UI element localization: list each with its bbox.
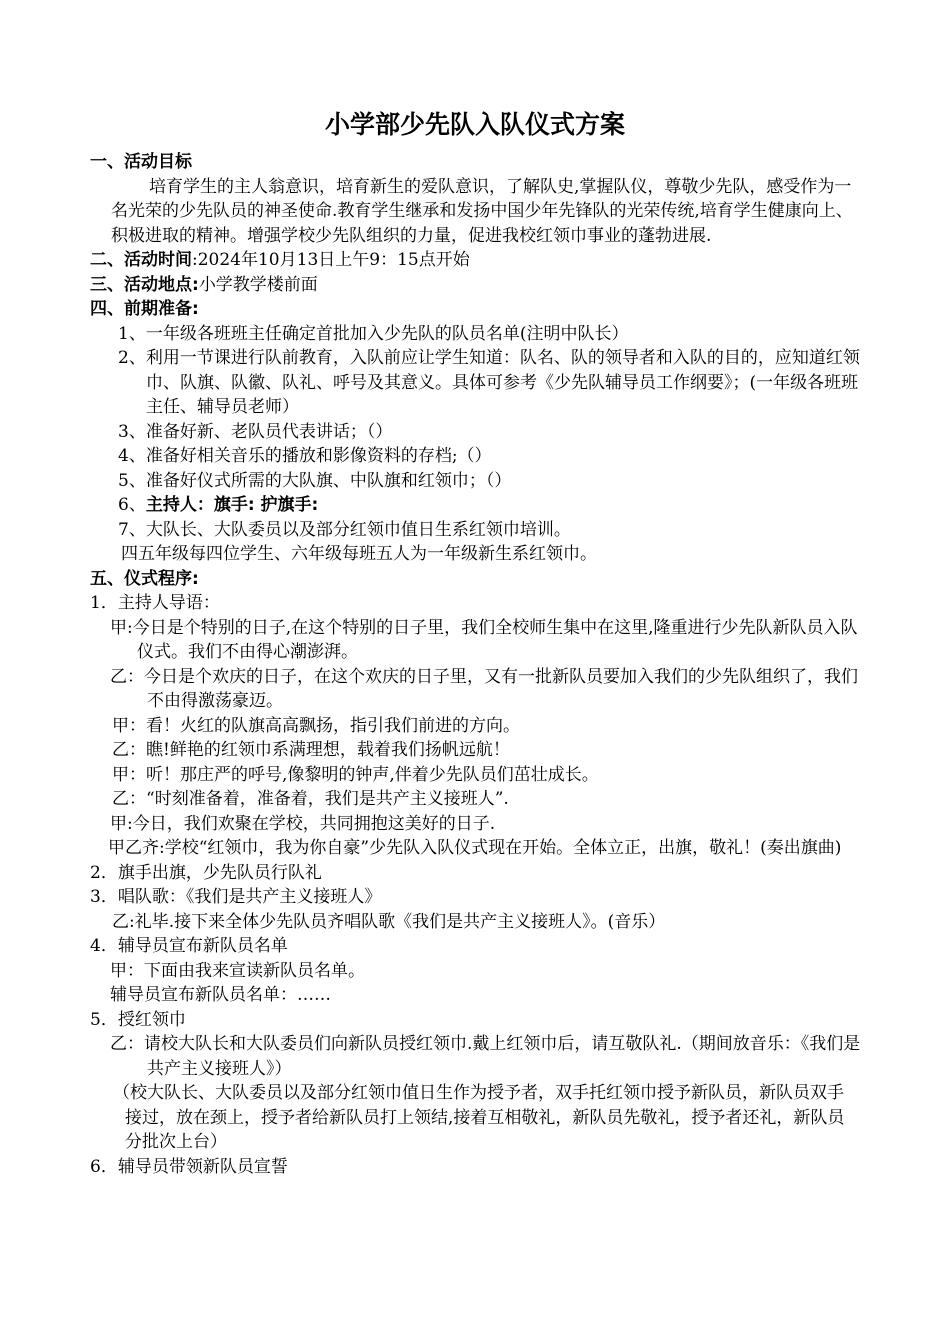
section-heading-preparation: 四、前期准备: (90, 299, 199, 319)
procedure-step-5: 5．授红领巾 (90, 1009, 186, 1030)
procedure-step-2: 2．旗手出旗，少先队员行队礼 (90, 862, 322, 883)
procedure-step-1: 1．主持人导语： (90, 593, 220, 613)
section-time (0, 248, 870, 273)
dialogue-line-11: 辅导员宣布新队员名单：…… (110, 985, 331, 1005)
section-heading-location: 三、活动地点: (90, 274, 199, 295)
dialogue-line-1: 甲:今日是个特别的日子,在这个特别的日子里，我们全校师生集中在这里,隆重进行少先队新队员入队仪式。我们不由得心潮澎湃。 (110, 617, 858, 662)
prep-item-6 (0, 493, 861, 518)
dialogue-line-2: 乙：今日是个欢庆的日子，在这个欢庆的日子里，又有一批新队员要加入我们的少先队组织了，我们不由得激荡豪迈。 (110, 666, 858, 711)
section-heading-goals: 一、活动目标 (90, 152, 192, 172)
goals-paragraph: 培育学生的主人翁意识，培育新生的爱队意识，了解队史,掌握队仪，尊敬少先队，感受作为一名光荣的少先队员的神圣使命.教育学生继承和发扬中国少年先锋队的光荣传统,培育学生健康向上、积极进取的精神。增强学校少先队组织的力量，促进我校红领巾事业的蓬勃进展. (111, 176, 853, 246)
dialogue-line-3: 甲：看！火红的队旗高高飘扬，指引我们前进的方向。 (112, 715, 520, 736)
ceremony-note: （校大队长、大队委员以及部分红领巾值日生作为授予者，双手托红领巾授予新队员，新队员双手接过，放在颈上，授予者给新队员打上领结,接着互相敬礼，新队员先敬礼，授予者还礼，新队员分批次上台） (113, 1083, 845, 1152)
dialogue-line-10: 甲：下面由我来宣读新队员名单。 (110, 960, 365, 981)
dialogue-line-12: 乙：请校大队长和大队委员们向新队员授红领巾.戴上红领巾后，请互敬队礼.（期间放音乐：《我们是共产主义接班人》） (110, 1034, 861, 1079)
prep-item-6-text: 主持人：旗手: 护旗手: (145, 495, 319, 515)
prep-item-2: 2、利用一节课进行队前教育，入队前应让学生知道：队名、队的领导者和入队的目的，应知道红领巾、队旗、队徽、队礼、呼号及其意义。具体可参考《少先队辅导员工作纲要》；(一年级各班班主任、辅导员老师） (118, 348, 860, 417)
procedure-step-3: 3．唱队歌：《我们是共产主义接班人》 (90, 887, 382, 907)
procedure-step-6: 6．辅导员带领新队员宣誓 (90, 1156, 288, 1177)
procedure-step-4: 4．辅导员宣布新队员名单 (90, 936, 288, 956)
location-value: 小学教学楼前面 (198, 274, 318, 295)
section-heading-procedure: 五、仪式程序: (90, 568, 199, 589)
prep-item-5: 5、准备好仪式所需的大队旗、中队旗和红领巾；（） (118, 470, 512, 491)
page-title: 小学部少先队入队仪式方案 (324, 110, 625, 139)
section-heading-time: 二、活动时间 (90, 250, 192, 270)
prep-item-7: 7、大队长、大队委员以及部分红领巾值日生系红领巾培训。 (118, 519, 571, 540)
prep-note: 四五年级每四位学生、六年级每班五人为一年级新生系红领巾。 (121, 544, 597, 564)
prep-item-3: 3、准备好新、老队员代表讲话；（） (118, 421, 393, 442)
document-body (0, 150, 950, 1179)
prep-item-1: 1、一年级各班班主任确定首批加入少先队的队员名单(注明中队长） (118, 323, 629, 344)
section-location (0, 273, 870, 298)
dialogue-line-6: 乙：“时刻准备着，准备着，我们是共产主义接班人”. (112, 789, 509, 809)
prep-item-4: 4、准备好相关音乐的播放和影像资料的存档;（） (118, 446, 492, 466)
prep-item-6-number: 6、 (118, 495, 146, 515)
dialogue-line-8: 甲乙齐:学校“红领巾，我为你自豪”少先队入队仪式现在开始。全体立正，出旗，敬礼！(奏出旗曲) (108, 838, 842, 858)
dialogue-line-4: 乙：瞧!鲜艳的红领巾系满理想，载着我们扬帆远航！ (112, 740, 510, 760)
dialogue-line-7: 甲:今日，我们欢聚在学校，共同拥抱这美好的日子. (110, 813, 496, 834)
dialogue-line-5: 甲：听！那庄严的呼号,像黎明的钟声,伴着少先队员们茁壮成长。 (112, 764, 599, 785)
time-value: :2024年10月13日上午9：15点开始 (192, 250, 470, 270)
dialogue-line-9: 乙:礼毕.接下来全体少先队员齐唱队歌《我们是共产主义接班人》。(音乐） (112, 911, 666, 932)
